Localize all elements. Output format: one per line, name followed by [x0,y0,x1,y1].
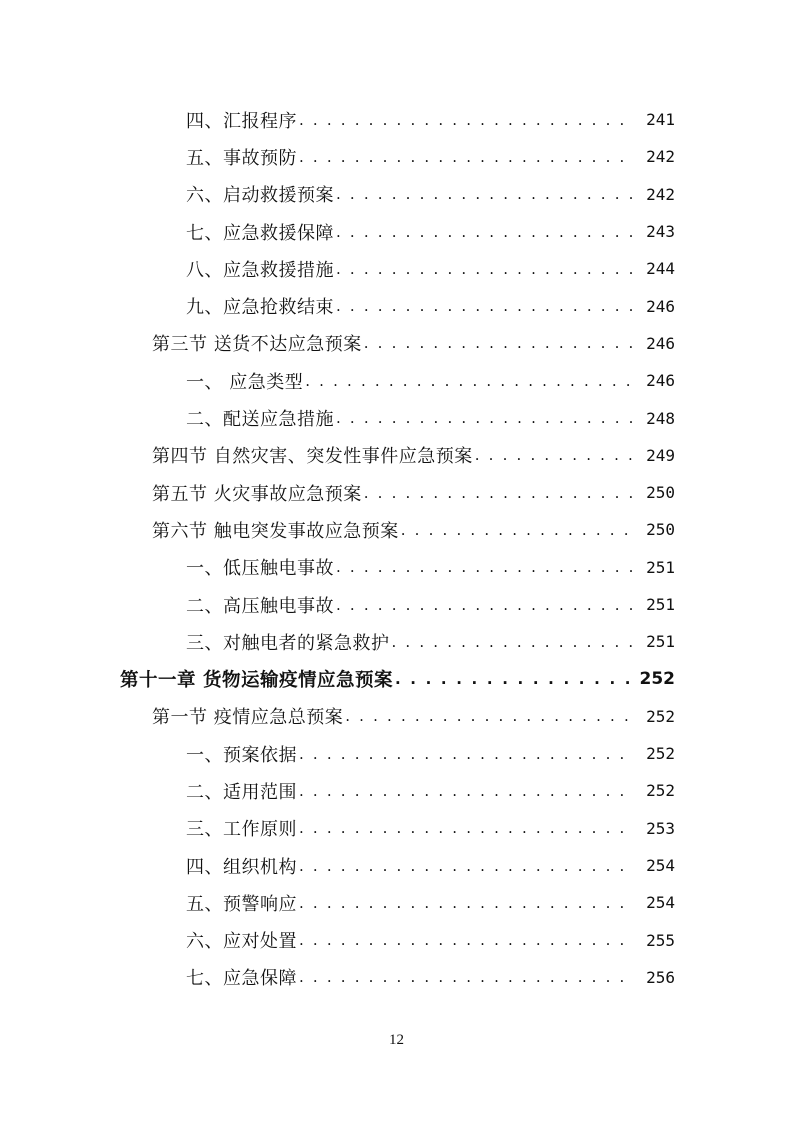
toc-entry-page-number: 242 [646,147,675,167]
toc-entry-title: 一、低压触电事故 [186,558,334,580]
dot-leader [336,557,633,577]
dot-leader [336,408,633,428]
dot-leader [299,147,633,167]
toc-entry-title: 八、应急救援措施 [186,259,334,281]
toc-entry-title: 五、预警响应 [186,893,297,915]
toc-entry-page-number: 242 [646,184,675,204]
dot-leader [299,110,633,130]
toc-entry-title: 四、汇报程序 [186,110,297,132]
toc-entry-page-number: 249 [646,445,675,465]
toc-entry-page-number: 251 [646,595,675,614]
toc-entry-title: 一、 应急类型 [186,371,304,393]
dot-leader [336,595,633,615]
toc-entry-item[interactable] [0,810,793,847]
toc-entry-page-number: 252 [639,669,675,690]
dot-leader [305,371,633,391]
toc-entry-title: 第五节 火灾事故应急预案 [152,483,362,505]
toc-entry-item[interactable] [0,250,793,287]
toc-entry-title: 第十一章 货物运输疫情应急预案 [120,670,393,692]
dot-leader [336,222,633,242]
toc-entry-title: 五、事故预防 [186,147,297,169]
toc-entry-title: 二、高压触电事故 [186,595,334,617]
dot-leader [345,706,633,726]
dot-leader [299,893,633,913]
toc-entry-page-number: 254 [646,893,675,913]
toc-entry-page-number: 254 [646,856,675,876]
toc-entry-page-number: 248 [646,408,675,428]
toc-entry-item[interactable] [0,847,793,884]
toc-entry-item[interactable] [0,884,793,921]
toc-entry-item[interactable] [0,586,793,623]
dot-leader [299,856,633,876]
toc-entry-item[interactable] [0,959,793,996]
dot-leader [299,930,633,950]
toc-entry-section[interactable] [0,437,793,474]
toc-entry-page-number: 244 [646,259,675,279]
toc-entry-title: 六、应对处置 [186,931,297,953]
toc-entry-title: 三、工作原则 [186,819,297,841]
toc-entry-item[interactable] [0,735,793,772]
toc-entry-page-number: 252 [646,706,675,726]
toc-entry-item[interactable] [0,176,793,213]
toc-entry-page-number: 251 [646,632,675,652]
toc-entry-page-number: 256 [646,967,675,987]
toc-entry-item[interactable] [0,549,793,586]
toc-entry-title: 第四节 自然灾害、突发性事件应急预案 [152,446,473,468]
toc-entry-title: 一、预案依据 [186,744,297,766]
toc-entry-title: 三、对触电者的紧急救护 [186,632,390,654]
toc-entry-title: 七、应急救援保障 [186,222,334,244]
dot-leader [364,333,633,353]
toc-entry-page-number: 250 [646,520,675,540]
toc-entry-title: 四、组织机构 [186,856,297,878]
dot-leader [395,669,633,689]
toc-entry-item[interactable] [0,213,793,250]
toc-entry-title: 第一节 疫情应急总预案 [152,707,344,729]
dot-leader [336,296,633,316]
toc-entry-page-number: 241 [646,110,675,130]
toc-entry-page-number: 246 [646,333,675,353]
dot-leader [364,483,633,503]
toc-entry-page-number: 251 [646,557,675,577]
table-of-contents [0,101,793,996]
dot-leader [392,632,634,652]
toc-entry-title: 九、应急抢救结束 [186,297,334,319]
dot-leader [299,781,633,801]
toc-entry-page-number: 243 [646,222,675,242]
toc-entry-page-number: 246 [646,371,675,391]
toc-entry-section[interactable] [0,474,793,511]
dot-leader [336,184,633,204]
dot-leader [475,445,633,465]
toc-entry-item[interactable] [0,101,793,138]
toc-entry-page-number: 250 [646,483,675,503]
dot-leader [299,967,633,987]
toc-entry-title: 第三节 送货不达应急预案 [152,334,362,356]
toc-entry-item[interactable] [0,922,793,959]
toc-entry-title: 二、配送应急措施 [186,409,334,431]
toc-entry-title: 六、启动救援预案 [186,185,334,207]
toc-entry-page-number: 252 [646,781,675,801]
toc-entry-item[interactable] [0,399,793,436]
toc-entry-title: 七、应急保障 [186,968,297,990]
toc-entry-chapter[interactable] [0,660,793,697]
toc-entry-section[interactable] [0,698,793,735]
page-number: 12 [389,1032,404,1048]
toc-entry-item[interactable] [0,287,793,324]
toc-entry-page-number: 246 [646,296,675,316]
dot-leader [299,818,633,838]
toc-entry-item[interactable] [0,623,793,660]
toc-entry-title: 第六节 触电突发事故应急预案 [152,520,399,542]
toc-entry-item[interactable] [0,362,793,399]
toc-entry-page-number: 255 [646,930,675,950]
toc-entry-title: 二、适用范围 [186,781,297,803]
dot-leader [401,520,633,540]
toc-entry-page-number: 253 [646,818,675,838]
toc-entry-section[interactable] [0,511,793,548]
toc-entry-item[interactable] [0,772,793,809]
dot-leader [299,744,633,764]
toc-entry-section[interactable] [0,325,793,362]
toc-entry-item[interactable] [0,138,793,175]
toc-entry-page-number: 252 [646,744,675,764]
dot-leader [336,259,633,279]
